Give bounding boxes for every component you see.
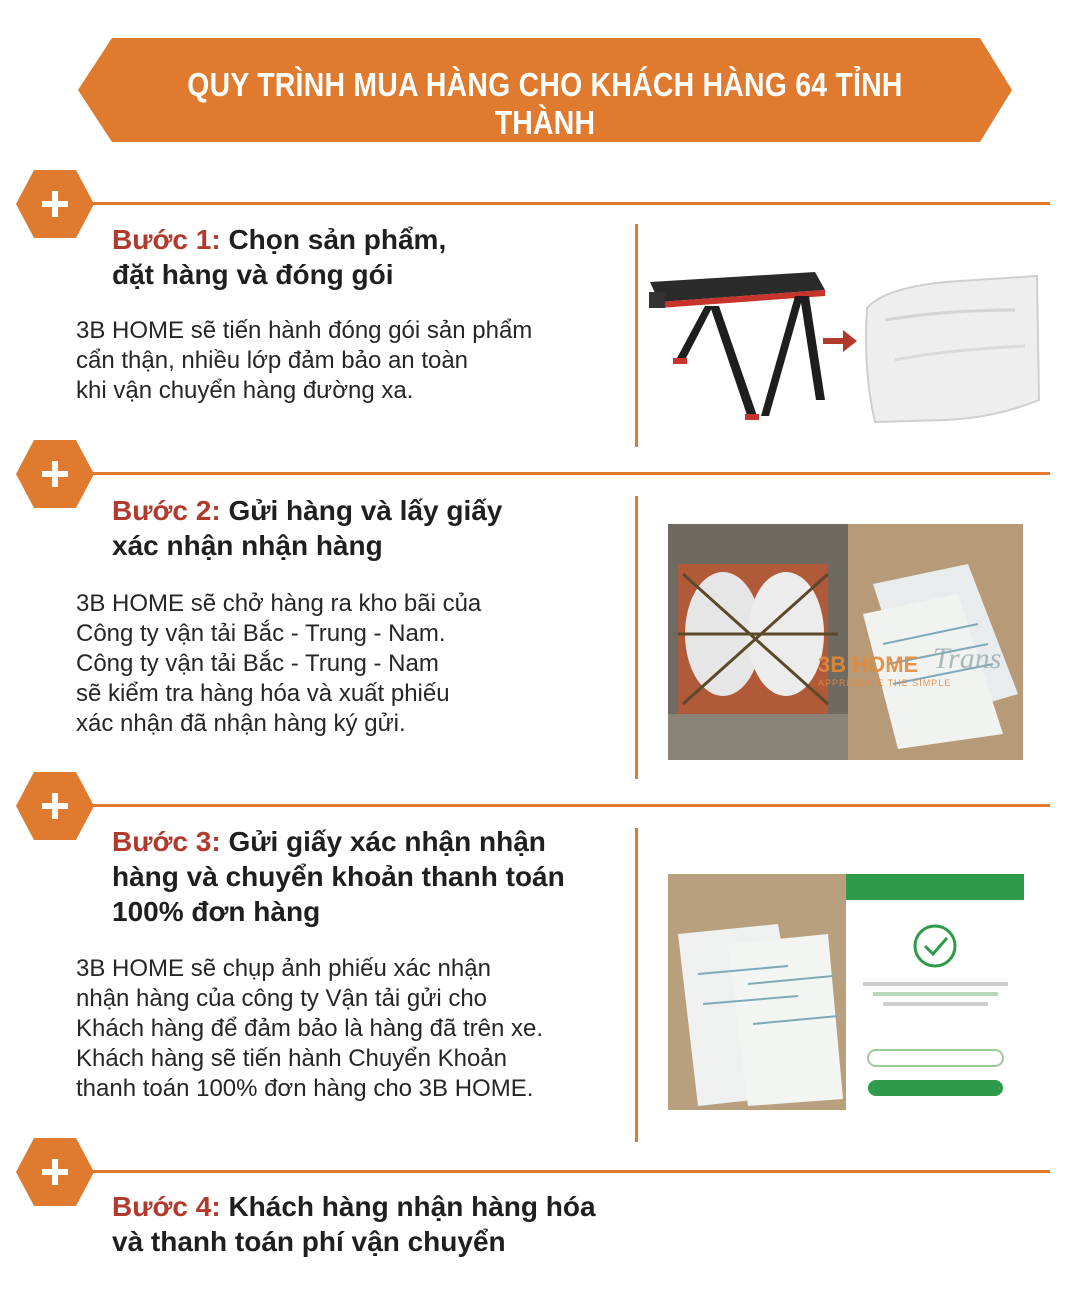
step-3-separator <box>635 828 638 1142</box>
step-3-photo <box>668 874 1024 1110</box>
step-1-title: Bước 1: Chọn sản phẩm, đặt hàng và đóng gói <box>112 224 447 290</box>
step-2-label: Bước 2: <box>112 495 221 526</box>
page-title: QUY TRÌNH MUA HÀNG CHO KHÁCH HÀNG 64 TỈNH THÀNH <box>187 66 903 141</box>
step-3-description: 3B HOME sẽ chụp ảnh phiếu xác nhận nhận hàng của công ty Vận tải gửi cho Khách hàng để đảm bảo là hàng đã trên xe. Khách hàng sẽ tiến hành Chuyển Khoản thanh toán 100% đơn hàng cho 3B HOME. <box>76 955 544 1102</box>
step-3-label: Bước 3: <box>112 826 221 857</box>
step-2-marker <box>14 438 96 510</box>
step-4-title: Bước 4: Khách hàng nhận hàng hóa và thanh toán phí vận chuyển <box>112 1191 596 1257</box>
step-3-divider <box>90 804 1050 807</box>
header-banner <box>0 0 1080 160</box>
step-2-description: 3B HOME sẽ chở hàng ra kho bãi của Công ty vận tải Bắc - Trung - Nam. Công ty vận tải Bắc - Trung - Nam sẽ kiểm tra hàng hóa và xuất phiếu xác nhận đã nhận hàng ký gửi. <box>76 590 482 737</box>
photo-document-mark: Trans <box>933 642 1002 675</box>
step-4-divider <box>90 1170 1050 1173</box>
step-2-separator <box>635 496 638 779</box>
photo-watermark-tagline: APPRECIATE THE SIMPLE <box>818 678 952 688</box>
step-4-marker <box>14 1136 96 1208</box>
step-1-description: 3B HOME sẽ tiến hành đóng gói sản phẩm cẩn thận, nhiều lớp đảm bảo an toàn khi vận chuyển hàng đường xa. <box>76 317 533 404</box>
step-1-photo <box>645 250 1045 430</box>
step-4-label: Bước 4: <box>112 1191 221 1222</box>
step-2-title: Bước 2: Gửi hàng và lấy giấy xác nhận nhận hàng <box>112 495 503 561</box>
step-1-separator <box>635 224 638 447</box>
step-1-divider <box>90 202 1050 205</box>
photo-watermark-brand: 3B HOME <box>818 652 919 677</box>
step-2-photo <box>668 524 1023 760</box>
step-3-title: Bước 3: Gửi giấy xác nhận nhận hàng và chuyển khoản thanh toán 100% đơn hàng <box>112 826 565 927</box>
step-3-marker <box>14 770 96 842</box>
step-1-marker <box>14 168 96 240</box>
step-1-label: Bước 1: <box>112 224 221 255</box>
step-2-divider <box>90 472 1050 475</box>
